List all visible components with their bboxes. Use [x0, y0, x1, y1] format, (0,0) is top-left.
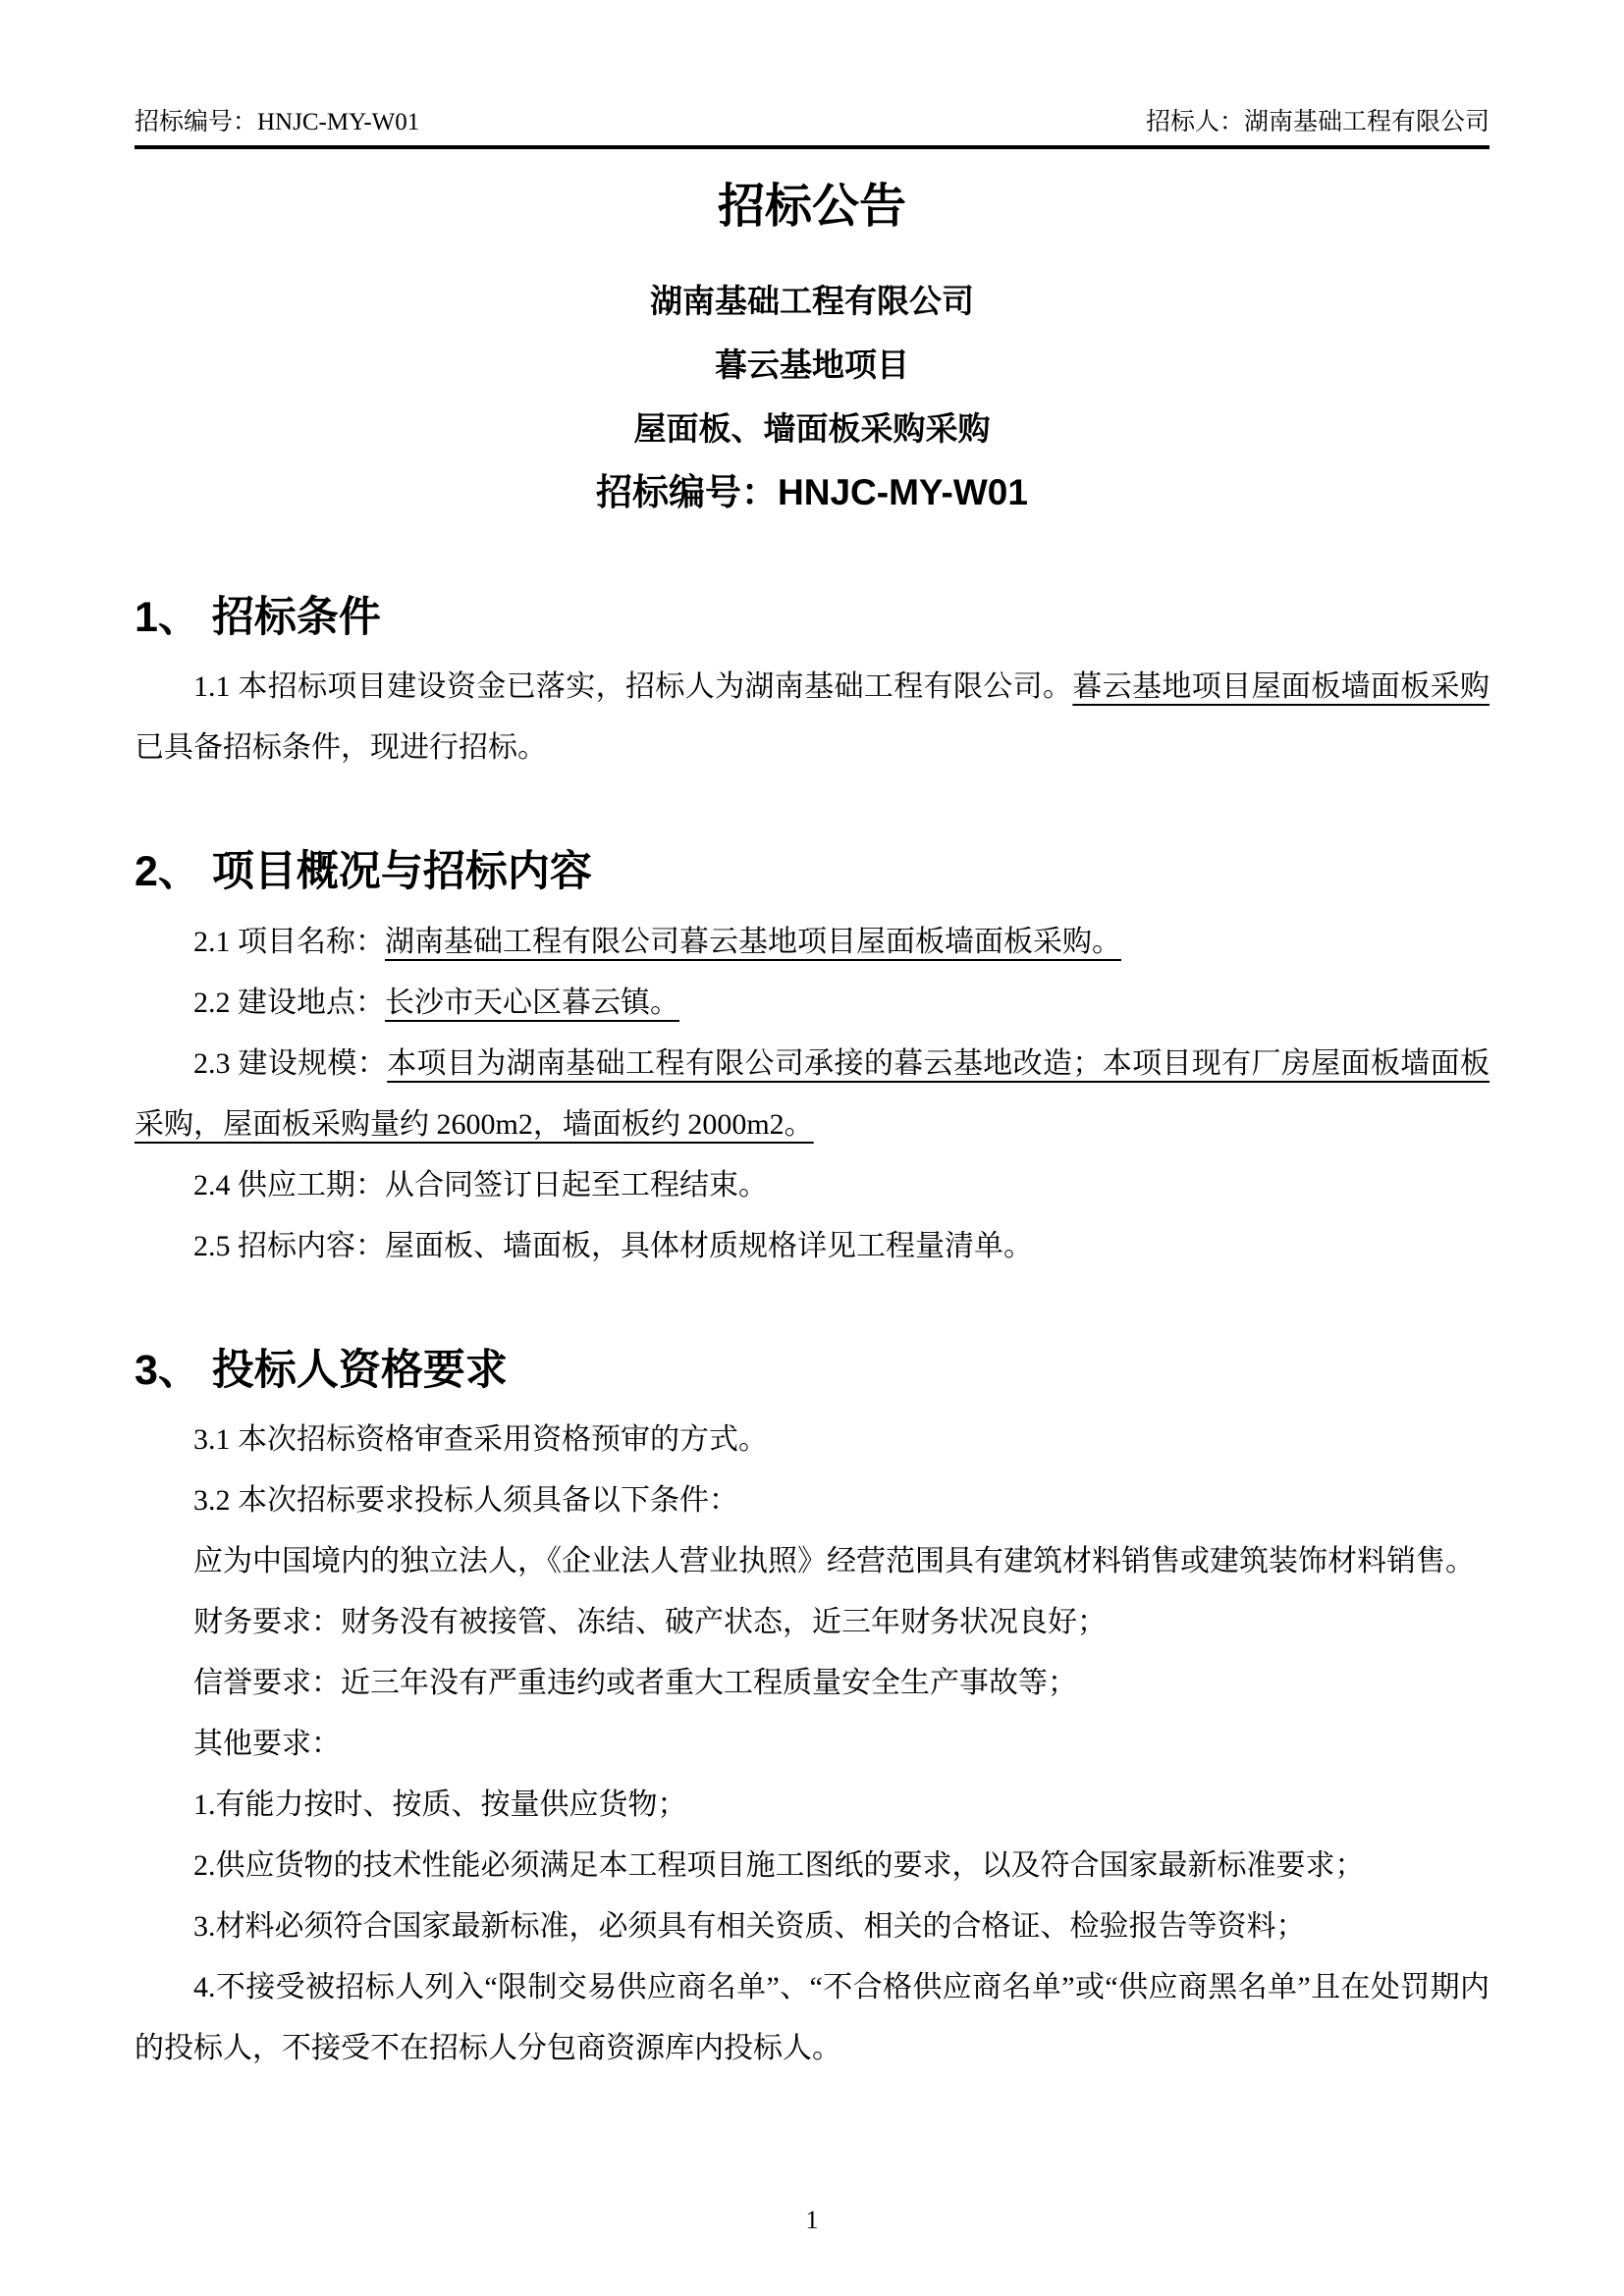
paragraph	[135, 1034, 1489, 1155]
text-run: 1.有能力按时、按质、按量供应货物；	[193, 1789, 687, 1822]
text-run: 2.3 建设规模：	[193, 1046, 388, 1080]
text-run: 2.2 建设地点：	[193, 986, 385, 1019]
text-run: 已具备招标条件，现进行招标。	[135, 731, 547, 765]
paragraph	[135, 912, 1489, 973]
section-heading: 2、 项目概况与招标内容	[135, 848, 592, 896]
underlined-text: 暮云基地项目屋面板墙面板采购	[1072, 670, 1490, 704]
text-run: 其他要求：	[193, 1728, 341, 1761]
underlined-text: 长沙市天心区暮云镇。	[385, 986, 679, 1019]
text-run: 3.2 本次招标要求投标人须具备以下条件：	[193, 1484, 738, 1518]
paragraph	[135, 1957, 1489, 2079]
text-run: 财务要求：财务没有被接管、冻结、破产状态，近三年财务状况良好；	[193, 1606, 1107, 1639]
paragraph	[135, 1653, 1489, 1714]
text-run: 3.材料必须符合国家最新标准，必须具有相关资质、相关的合格证、检验报告等资料；	[193, 1910, 1306, 1944]
paragraph	[135, 1470, 1489, 1531]
text-run: 4.不接受被招标人列入“限制交易供应商名单”、“不合格供应商名单”或“供应商黑名单”且在处罚期内的投标人，不接受不在招标人分包商资源库内投标人。	[135, 1971, 1489, 2065]
document-title: 招标公告	[717, 181, 906, 233]
section-heading: 1、 招标条件	[135, 593, 381, 641]
subtitle-block	[135, 269, 1489, 524]
paragraph	[135, 1531, 1489, 1592]
paragraph	[135, 1775, 1489, 1836]
paragraph	[135, 657, 1489, 778]
text-run: 2.1 项目名称：	[193, 925, 385, 958]
subtitle-company: 湖南基础工程有限公司	[650, 282, 974, 319]
document-content	[135, 0, 1489, 2079]
text-run: 应为中国境内的独立法人，《企业法人营业执照》经营范围具有建筑材料销售或建筑装饰材料销售。	[193, 1545, 1475, 1578]
sections-container	[135, 593, 1489, 2080]
subtitle-project: 暮云基地项目	[715, 346, 909, 383]
subtitle-procurement: 屋面板、墙面板采购采购	[633, 409, 991, 447]
header-tenderer: 招标人：湖南基础工程有限公司	[1145, 109, 1489, 135]
section-heading: 3、 投标人资格要求	[135, 1346, 508, 1394]
text-run: 3.1 本次招标资格审查采用资格预审的方式。	[193, 1423, 768, 1457]
text-run: 1.1 本招标项目建设资金已落实，招标人为湖南基础工程有限公司。	[193, 670, 1073, 704]
text-run: 2.4 供应工期：从合同签订日起至工程结束。	[193, 1168, 768, 1201]
paragraph	[135, 1896, 1489, 1957]
paragraph	[135, 1836, 1489, 1896]
text-run: 2.5 招标内容：屋面板、墙面板，具体材质规格详见工程量清单。	[193, 1229, 1033, 1262]
text-run: 信誉要求：近三年没有严重违约或者重大工程质量安全生产事故等；	[193, 1667, 1077, 1700]
paragraph	[135, 973, 1489, 1034]
page-number: 1	[805, 2206, 819, 2234]
paragraph	[135, 1592, 1489, 1653]
underlined-text: 湖南基础工程有限公司暮云基地项目屋面板墙面板采购。	[385, 925, 1121, 958]
header-bid-number: 招标编号：HNJC-MY-W01	[135, 109, 420, 135]
paragraph	[135, 1410, 1489, 1470]
paragraph	[135, 1216, 1489, 1277]
text-run: 2.供应货物的技术性能必须满足本工程项目施工图纸的要求，以及符合国家最新标准要求；	[193, 1849, 1365, 1883]
paragraph	[135, 1155, 1489, 1216]
subtitle-bid-number: 招标编号：HNJC-MY-W01	[596, 471, 1028, 512]
page-header	[135, 106, 1489, 149]
underlined-text: 本项目为湖南基础工程有限公司承接的暮云基地改造；本项目现有厂房屋面板墙面板采购，屋面板采购量约 2600m2，墙面板约 2000m2。	[135, 1046, 1490, 1141]
paragraph	[135, 1714, 1489, 1775]
